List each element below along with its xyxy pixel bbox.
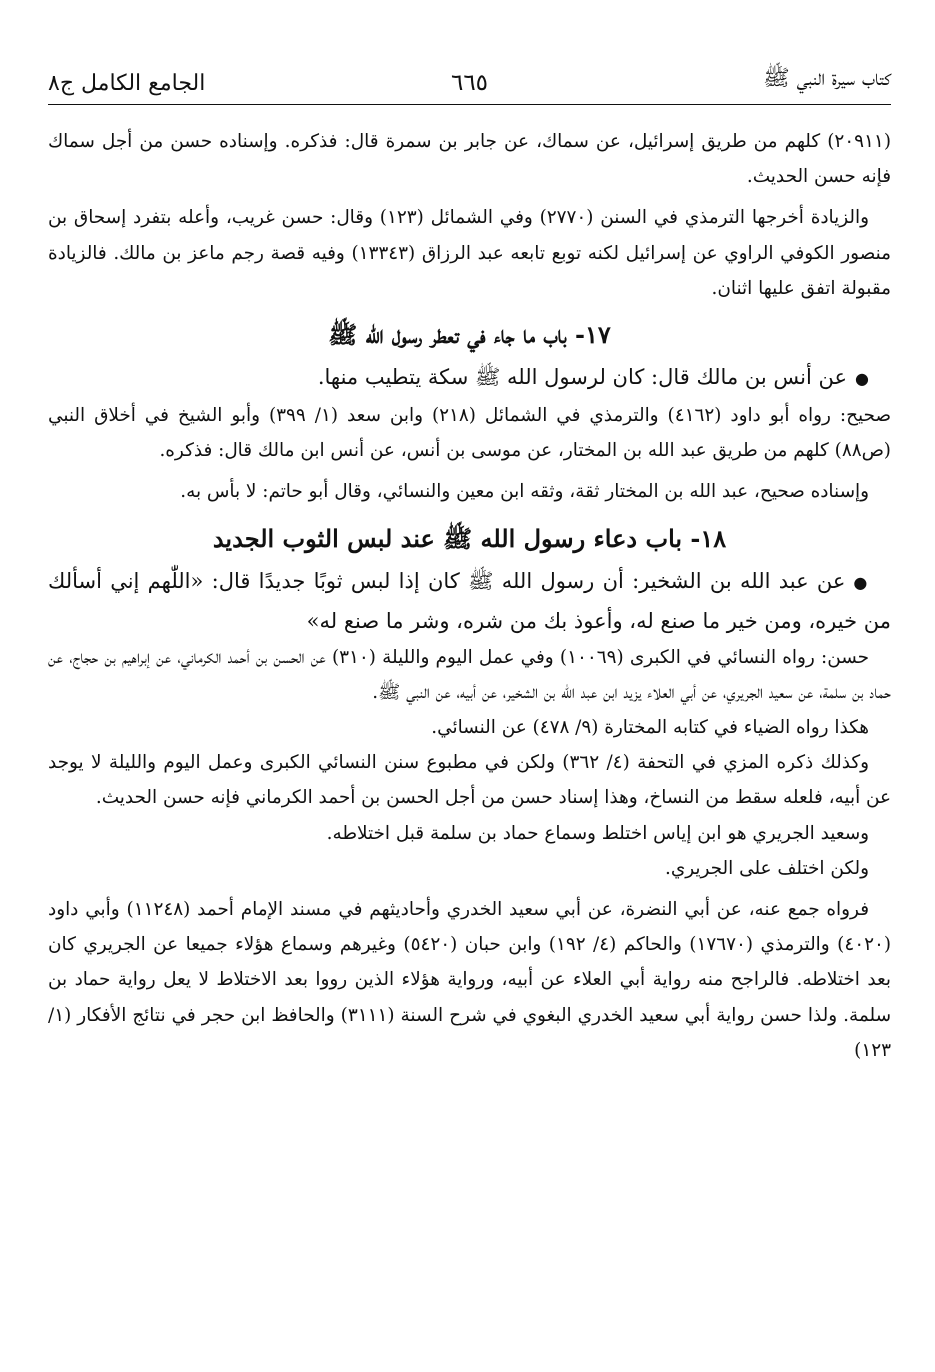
paragraph: حسن: رواه النسائي في الكبرى (١٠٠٦٩) وفي عمل اليوم والليلة (٣١٠) عن الحسن بن أحمد الكرماني، عن إبراهيم بن حجاج، عن حماد بن سلمة، عن سعيد الجريري، عن أبي العلاء يزيد ابن عبد الله بن الشخير، عن أبيه، عن النبي ﷺ. bbox=[48, 646, 891, 703]
paragraph: وسعيد الجريري هو ابن إياس اختلط وسماع حماد بن سلمة قبل اختلاطه. bbox=[326, 822, 869, 844]
paragraph: صحيح: رواه أبو داود (٤١٦٢) والترمذي في الشمائل (٢١٨) وابن سعد (١/ ٣٩٩) وأبو الشيخ في أخلاق النبي (ص٨٨) كلهم من طريق عبد الله بن المختار، عن موسى بن أنس، عن أنس ابن مالك قال: فذكره. bbox=[48, 405, 891, 462]
page-body bbox=[48, 124, 891, 1068]
paragraph: وكذلك ذكره المزي في التحفة (٤/ ٣٦٢) ولكن في مطبوع سنن النسائي الكبرى وعمل اليوم والليلة لا يوجد عن أبيه، فلعله سقط من النساخ، وهذا إسناد حسن من أجل الحسن بن أحمد الكرماني فإنه حسن الحديث. bbox=[48, 752, 891, 809]
running-header bbox=[48, 60, 891, 100]
paragraph: والزيادة أخرجها الترمذي في السنن (٢٧٧٠) وفي الشمائل (١٢٣) وقال: حسن غريب، وأعله بتفرد إسحاق بن منصور الكوفي الراوي عن إسرائيل لكنه توبع تابعه عبد الرزاق (١٣٣٤٣) وفيه قصة رجم ماعز بن مالك. فالزيادة مقبولة اتفق عليها اثنان. bbox=[48, 207, 891, 299]
paragraph: هكذا رواه الضياء في كتابه المختارة (٩/ ٤٧٨) عن النسائي. bbox=[431, 717, 869, 739]
header-book-title: الجامع الكامل ج٨ bbox=[48, 71, 206, 96]
hadith-text bbox=[48, 562, 891, 640]
bullet-icon: ● bbox=[853, 572, 869, 592]
chapter-heading: ١٧- باب ما جاء في تعطر رسول الله ﷺ bbox=[328, 320, 611, 350]
hadith-body: عن أنس بن مالك قال: كان لرسول الله ﷺ سكة يتطيب منها. bbox=[317, 365, 848, 390]
chapter-heading: ١٨- باب دعاء رسول الله ﷺ عند لبس الثوب الجديد bbox=[212, 523, 727, 553]
header-rule bbox=[48, 104, 891, 105]
paragraph: وإسناده صحيح، عبد الله بن المختار ثقة، وثقه ابن معين والنسائي، وقال أبو حاتم: لا بأس به. bbox=[180, 481, 869, 503]
hadith-body: عن عبد الله بن الشخير: أن رسول الله ﷺ كان إذا لبس ثوبًا جديدًا قال: «اللّٰهم إني أسألك من خيره، ومن خير ما صنع له، وأعوذ بك من شره، وشر ما صنع له» bbox=[48, 568, 891, 633]
hadith-text bbox=[48, 358, 891, 398]
paragraph: ولكن اختلف على الجريري. bbox=[665, 857, 869, 879]
bullet-icon: ● bbox=[855, 369, 869, 389]
paragraph: فرواه جمع عنه، عن أبي النضرة، عن أبي سعيد الخدري وأحاديثهم في مسند الإمام أحمد (١١٢٤٨) وأبي داود (٤٠٢٠) والترمذي (١٧٦٧٠) والحاكم (٤/ ١٩٢) وابن حبان (٥٤٢٠) وغيرهم وسماع هؤلاء جميعا عن الجريري كان بعد اختلاطه. فالراجح منه رواية أبي العلاء عن أبيه، ورواية هؤلاء الذين رووا بعد الاختلاط لا يعل رواية حماد بن سلمة. ولذا حسن رواية أبي سعيد الخدري البغوي في شرح السنة (٣١١١) والحافظ ابن حجر في نتائج الأفكار (١/ ١٢٣) bbox=[48, 899, 892, 1061]
header-chapter-title: كتاب سيرة النبي ﷺ bbox=[763, 66, 891, 91]
page-number: ٦٦٥ bbox=[450, 70, 489, 96]
paragraph: (٢٠٩١١) كلهم من طريق إسرائيل، عن سماك، عن جابر بن سمرة قال: فذكره. وإسناده حسن من أجل سماك فإنه حسن الحديث. bbox=[48, 131, 891, 188]
book-page bbox=[48, 0, 891, 1372]
